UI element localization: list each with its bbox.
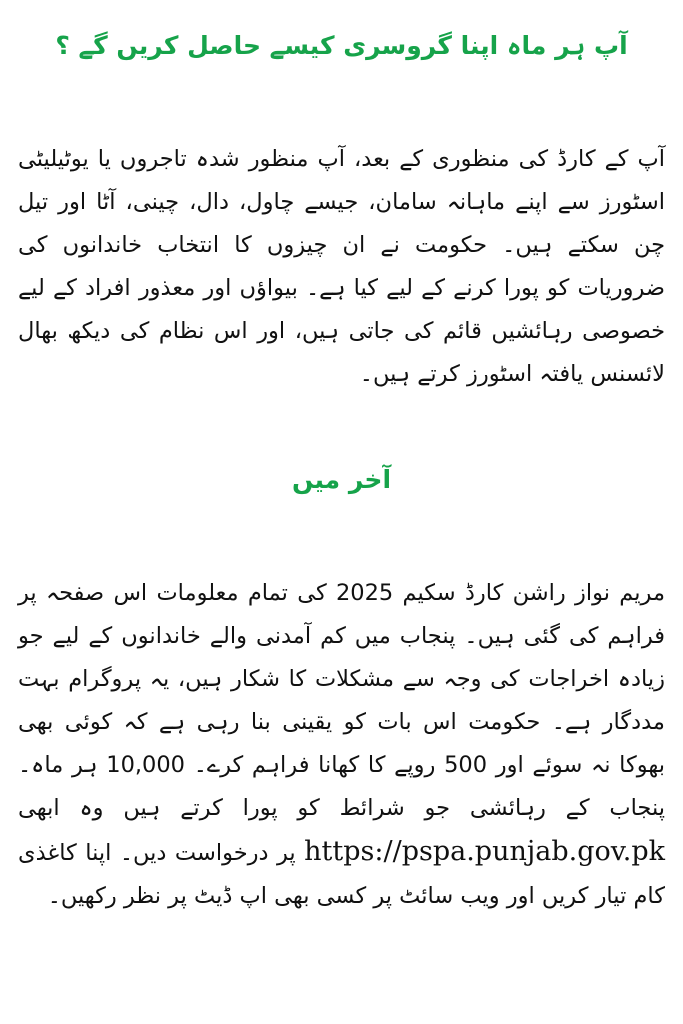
section-heading-conclusion: آخر میں (291, 465, 392, 494)
conclusion-text-part1: مریم نواز راشن کارڈ سکیم 2025 کی تمام معلومات اس صفحہ پر فراہم کی گئی ہیں۔ پنجاب میں کم آمدنی والے خاندانوں کے لیے جو زیادہ اخراجات کی وجہ سے مشکلات کا شکار ہیں، یہ پروگرام بہت مددگار ہے۔ حکومت اس بات کو یقینی بنا رہی ہے کہ کوئی بھی بھوکا نہ سوئے اور 500 روپے کا کھانا فراہم کرے۔ 10,000 ہر ماہ۔ پنجاب کے رہائشی جو شرائط کو پورا کرتے ہیں وہ ابھی (18, 580, 665, 821)
conclusion-text-part2: پر درخواست دیں۔ اپنا کاغذی کام تیار کریں اور ویب سائٹ پر کسی بھی اپ ڈیٹ پر نظر رکھیں۔ (18, 840, 665, 909)
section-heading-grocery: آپ ہر ماہ اپنا گروسری کیسے حاصل کریں گے ؟ (55, 31, 628, 60)
paragraph-conclusion (18, 572, 665, 918)
paragraph-grocery: آپ کے کارڈ کی منظوری کے بعد، آپ منظور شدہ تاجروں یا یوٹیلیٹی اسٹورز سے اپنے ماہانہ سامان، جیسے چاول، دال، چینی، آٹا اور تیل چن سکتے ہیں۔ حکومت نے ان چیزوں کا انتخاب خاندانوں کی ضروریات کو پورا کرنے کے لیے کیا ہے۔ بیواؤں اور معذور افراد کے لیے خصوصی رہائشیں قائم کی جاتی ہیں، اور اس نظام کی دیکھ بھال لائسنس یافتہ اسٹورز کرتے ہیں۔ (18, 146, 665, 387)
apply-url: https://pspa.punjab.gov.pk (304, 836, 666, 867)
